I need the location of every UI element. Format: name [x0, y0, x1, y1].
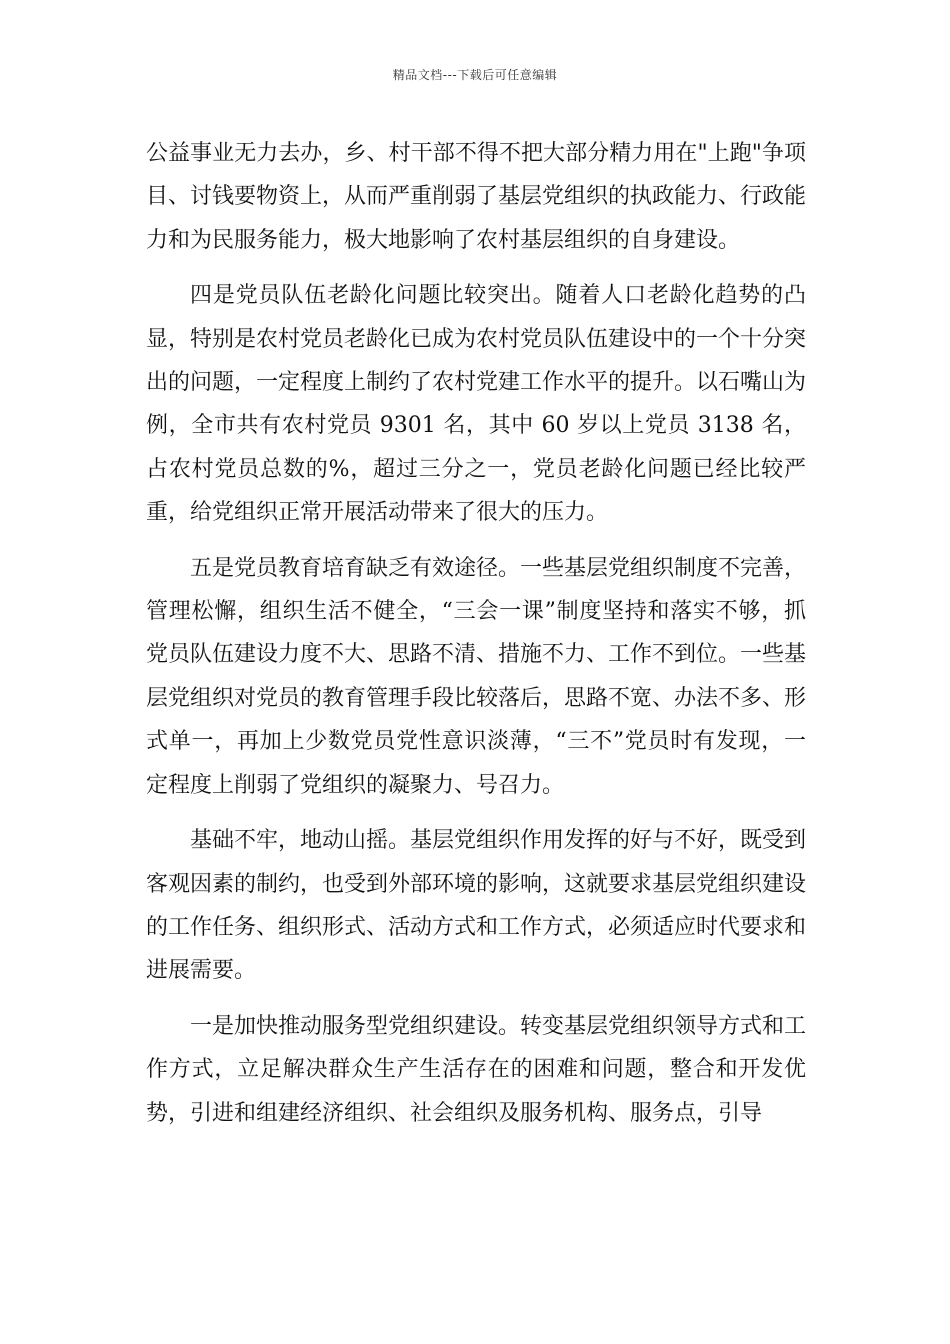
paragraph-2: 四是党员队伍老龄化问题比较突出。随着人口老龄化趋势的凸显，特别是农村党员老龄化已成为农村党员队伍建设中的一个十分突出的问题，一定程度上制约了农村党建工作水平的提升。以石嘴山为例，全市共有农村党员 9301 名，其中 60 岁以上党员 3138 名，占农村党员总数的%，超过三分之一，党员老龄化问题已经比较严重，给党组织正常开展活动带来了很大的压力。	[146, 283, 807, 526]
paragraph-4: 基础不牢，地动山摇。基层党组织作用发挥的好与不好，既受到客观因素的制约，也受到外部环境的影响，这就要求基层党组织建设的工作任务、组织形式、活动方式和工作方式，必须适应时代要求和进展需要。	[146, 828, 807, 984]
page-header: 精品文档---下载后可任意编辑	[392, 68, 558, 82]
paragraph-3: 五是党员教育培育缺乏有效途径。一些基层党组织制度不完善，管理松懈，组织生活不健全，“三会一课”制度坚持和落实不够，抓党员队伍建设力度不大、思路不清、措施不力、工作不到位。一些基层党组织对党员的教育管理手段比较落后，思路不宽、办法不多、形式单一，再加上少数党员党性意识淡薄，“三不”党员时有发现，一定程度上削弱了党组织的凝聚力、号召力。	[146, 555, 807, 798]
paragraph-1: 公益事业无力去办，乡、村干部不得不把大部分精力用在"上跑"争项目、讨钱要物资上，从而严重削弱了基层党组织的执政能力、行政能力和为民服务能力，极大地影响了农村基层组织的自身建设。	[146, 141, 807, 253]
document-body	[146, 132, 806, 1147]
paragraph-5: 一是加快推动服务型党组织建设。转变基层党组织领导方式和工作方式，立足解决群众生产生活存在的困难和问题，整合和开发优势，引进和组建经济组织、社会组织及服务机构、服务点，引导	[146, 1013, 807, 1126]
